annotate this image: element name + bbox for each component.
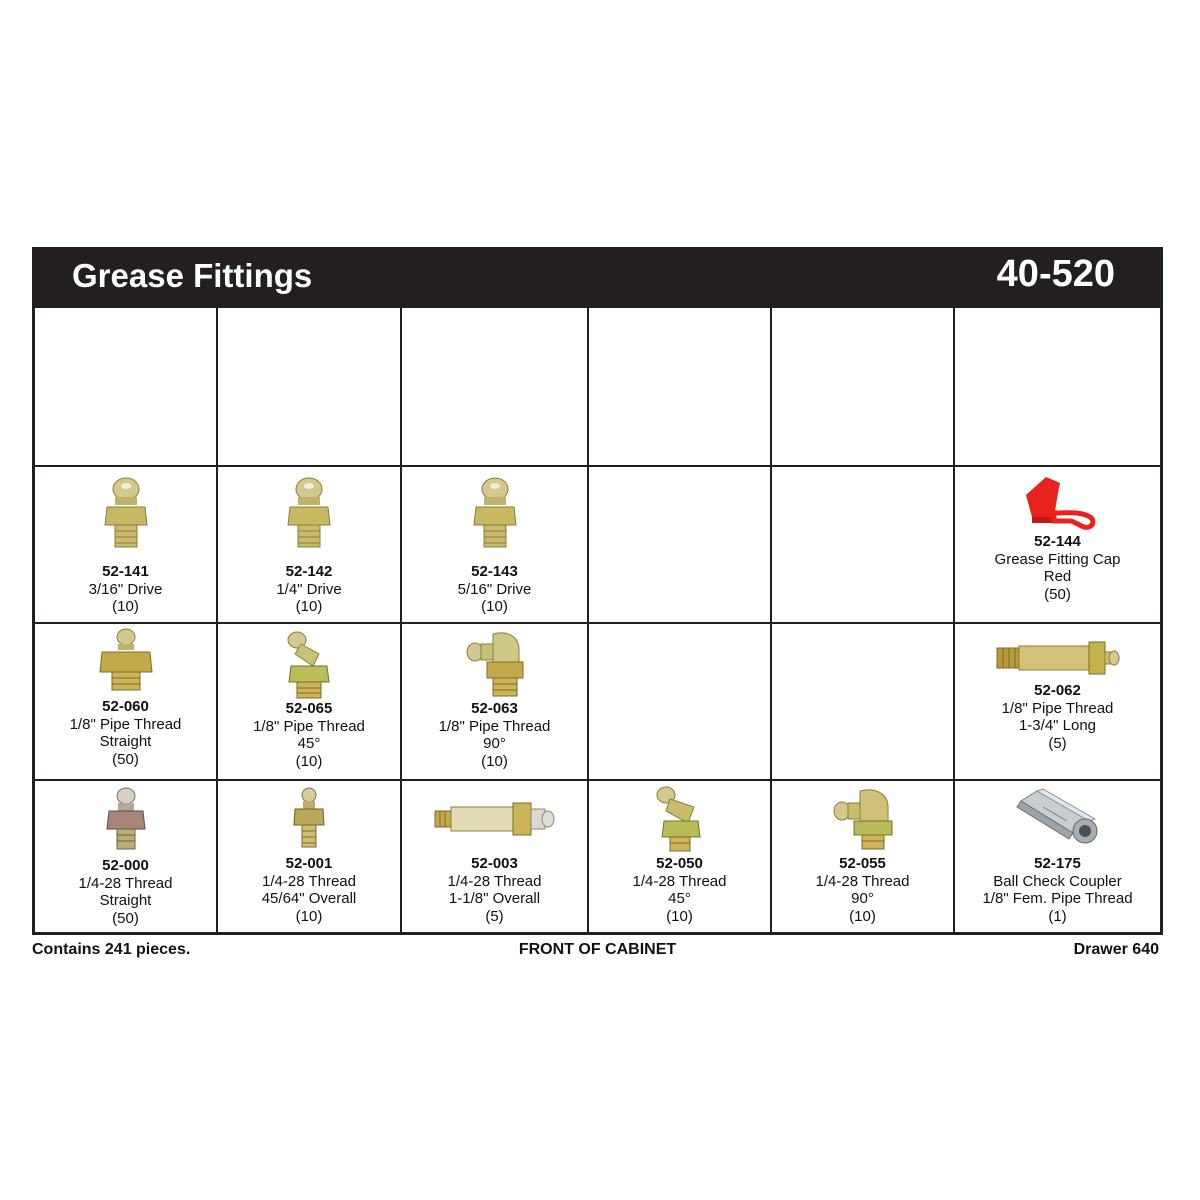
straight-grease-fitting-icon — [98, 628, 154, 694]
part-quantity: (5) — [485, 907, 504, 925]
part-quantity: (5) — [1048, 734, 1067, 752]
bin-52-001 — [218, 781, 400, 933]
part-number: 52-141 — [102, 563, 149, 580]
piece-count: Contains 241 pieces. — [32, 941, 191, 958]
straight-grease-fitting-icon — [105, 787, 147, 853]
part-number: 52-142 — [285, 563, 333, 580]
45-degree-grease-fitting-icon — [283, 628, 335, 700]
drawer-number: Drawer 640 — [1073, 941, 1159, 958]
part-description: 1/8" Pipe Thread — [1001, 699, 1114, 717]
part-number: 52-060 — [102, 698, 149, 715]
bin-52-003 — [402, 781, 587, 933]
straight-grease-fitting-icon — [292, 787, 326, 849]
45-degree-grease-fitting-icon — [654, 783, 706, 853]
part-description-2: 1-1/8" Overall — [448, 890, 541, 907]
bin-52-142 — [218, 467, 400, 622]
part-number: 52-001 — [285, 855, 333, 872]
part-description-2: 90° — [851, 890, 874, 907]
bin-52-141 — [35, 467, 216, 622]
straight-grease-fitting-icon — [470, 477, 520, 553]
part-description: 1/4-28 Thread — [447, 872, 542, 890]
ball-check-coupler-icon — [1013, 787, 1103, 849]
part-description: 5/16" Drive — [457, 580, 532, 598]
part-description: 1/8" Pipe Thread — [69, 715, 182, 733]
bin-52-062 — [955, 624, 1160, 779]
part-number: 52-062 — [1034, 682, 1081, 699]
part-description: Grease Fitting Cap — [994, 550, 1121, 568]
part-description: 1/4-28 Thread — [78, 874, 173, 892]
part-number: 52-055 — [839, 855, 886, 872]
90-degree-grease-fitting-icon — [832, 785, 894, 851]
part-description: 1/8" Pipe Thread — [438, 717, 551, 735]
bin-52-065 — [218, 624, 400, 779]
part-number: 52-050 — [656, 855, 703, 872]
bin-52-143 — [402, 467, 587, 622]
90-degree-grease-fitting-icon — [463, 628, 527, 698]
part-description-2: Straight — [99, 892, 152, 909]
part-description-2: 90° — [483, 735, 506, 752]
long-pipe-thread-fitting-icon — [995, 638, 1121, 678]
part-quantity: (10) — [481, 598, 508, 615]
part-number: 52-175 — [1034, 855, 1081, 872]
part-quantity: (50) — [112, 909, 139, 927]
part-number: 52-143 — [471, 563, 518, 580]
part-description-2: 1/8" Fem. Pipe Thread — [982, 890, 1133, 907]
straight-grease-fitting-icon — [284, 477, 334, 553]
long-thread-fitting-icon — [433, 799, 557, 839]
part-number: 52-065 — [285, 700, 333, 717]
bin-52-000 — [35, 781, 216, 933]
part-number: 52-003 — [471, 855, 518, 872]
bin-52-063 — [402, 624, 587, 779]
part-quantity: (10) — [849, 907, 876, 925]
part-description: 1/8" Pipe Thread — [253, 717, 365, 735]
part-quantity: (10) — [295, 907, 323, 925]
part-quantity: (50) — [1044, 585, 1071, 603]
part-number: 52-144 — [1034, 533, 1081, 550]
part-description: Ball Check Coupler — [993, 872, 1122, 890]
part-description-2: Red — [1043, 568, 1072, 585]
part-description: 1/4-28 Thread — [632, 872, 727, 890]
page-title: Grease Fittings — [72, 257, 313, 294]
header-bar — [32, 247, 1163, 307]
part-quantity: (10) — [295, 598, 323, 615]
part-description: 1/4" Drive — [276, 580, 342, 598]
bin-52-175 — [955, 781, 1160, 933]
red-fitting-cap-icon — [1018, 473, 1098, 533]
part-description-2: 45° — [297, 735, 321, 752]
part-quantity: (1) — [1048, 907, 1067, 925]
part-description: 3/16" Drive — [88, 580, 163, 598]
bin-52-060 — [35, 624, 216, 779]
product-code: 40-520 — [996, 253, 1115, 295]
part-number: 52-000 — [102, 857, 149, 874]
part-quantity: (10) — [295, 752, 323, 770]
part-description: 1/4-28 Thread — [815, 872, 910, 890]
part-quantity: (10) — [481, 752, 508, 770]
cabinet-label: FRONT OF CABINET — [518, 941, 677, 958]
drawer-grid — [32, 305, 1163, 935]
part-quantity: (10) — [112, 598, 139, 615]
part-number: 52-063 — [471, 700, 518, 717]
part-quantity: (50) — [112, 750, 139, 768]
part-description-2: Straight — [99, 733, 152, 750]
bin-52-050 — [589, 781, 770, 933]
part-description-2: 1-3/4" Long — [1018, 717, 1097, 734]
part-quantity: (10) — [666, 907, 693, 925]
part-description: 1/4-28 Thread — [262, 872, 356, 890]
part-description-2: 45/64" Overall — [261, 890, 357, 907]
part-description-2: 45° — [668, 890, 691, 907]
straight-grease-fitting-icon — [101, 477, 151, 553]
bin-52-144 — [955, 467, 1160, 622]
bin-52-055 — [772, 781, 953, 933]
